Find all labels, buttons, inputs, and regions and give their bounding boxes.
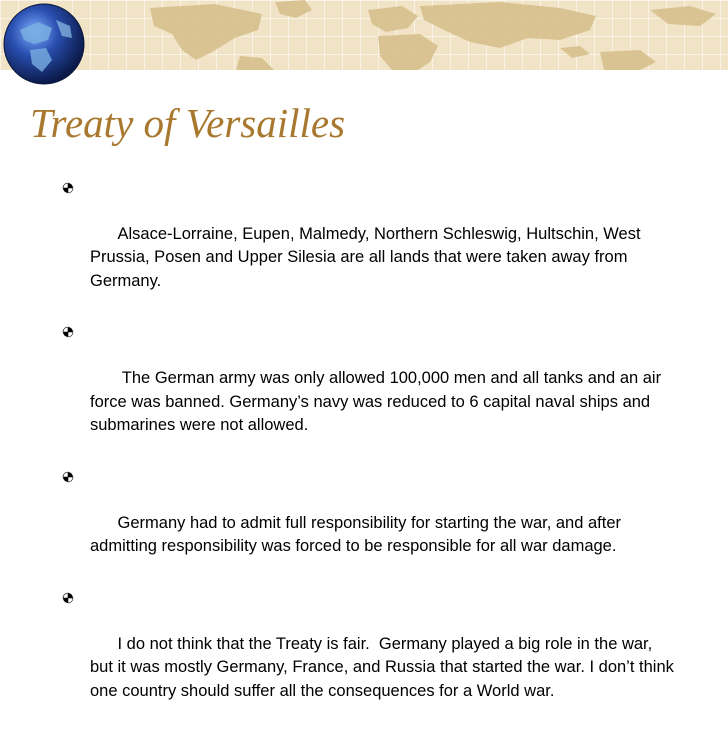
- bullet-text: The German army was only allowed 100,000 men and all tanks and an air force was banned. Germany’s navy was reduced to 6 capital naval ships and submarines were not allowed.: [90, 369, 666, 435]
- world-map-banner: [0, 0, 728, 70]
- bullet-text: Germany had to admit full responsibility for starting the war, and after admitting responsibility was forced to be responsible for all war damage.: [90, 513, 626, 556]
- bullet-icon: [62, 326, 74, 338]
- bullet-icon: [62, 471, 74, 483]
- bullet-item: [62, 176, 674, 316]
- bullet-text: Alsace-Lorraine, Eupen, Malmedy, Northern Schleswig, Hultschin, West Prussia, Posen and Upper Silesia are all lands that were taken away from Germany.: [90, 224, 646, 290]
- globe-icon: [0, 0, 88, 88]
- bullet-list: [62, 176, 679, 730]
- bullet-text: I do not think that the Treaty is fair. Germany played a big role in the war, but it was mostly Germany, France, and Russia that started the war. I don’t think one country should suffer all the consequences for a World war.: [90, 634, 679, 700]
- bullet-icon: [62, 182, 74, 194]
- bullet-item: [62, 465, 674, 582]
- bullet-icon: [62, 592, 74, 604]
- world-map-icon: [0, 0, 728, 70]
- slide-title: Treaty of Versailles: [30, 100, 346, 146]
- bullet-item: [62, 586, 679, 726]
- bullet-item: [62, 320, 674, 460]
